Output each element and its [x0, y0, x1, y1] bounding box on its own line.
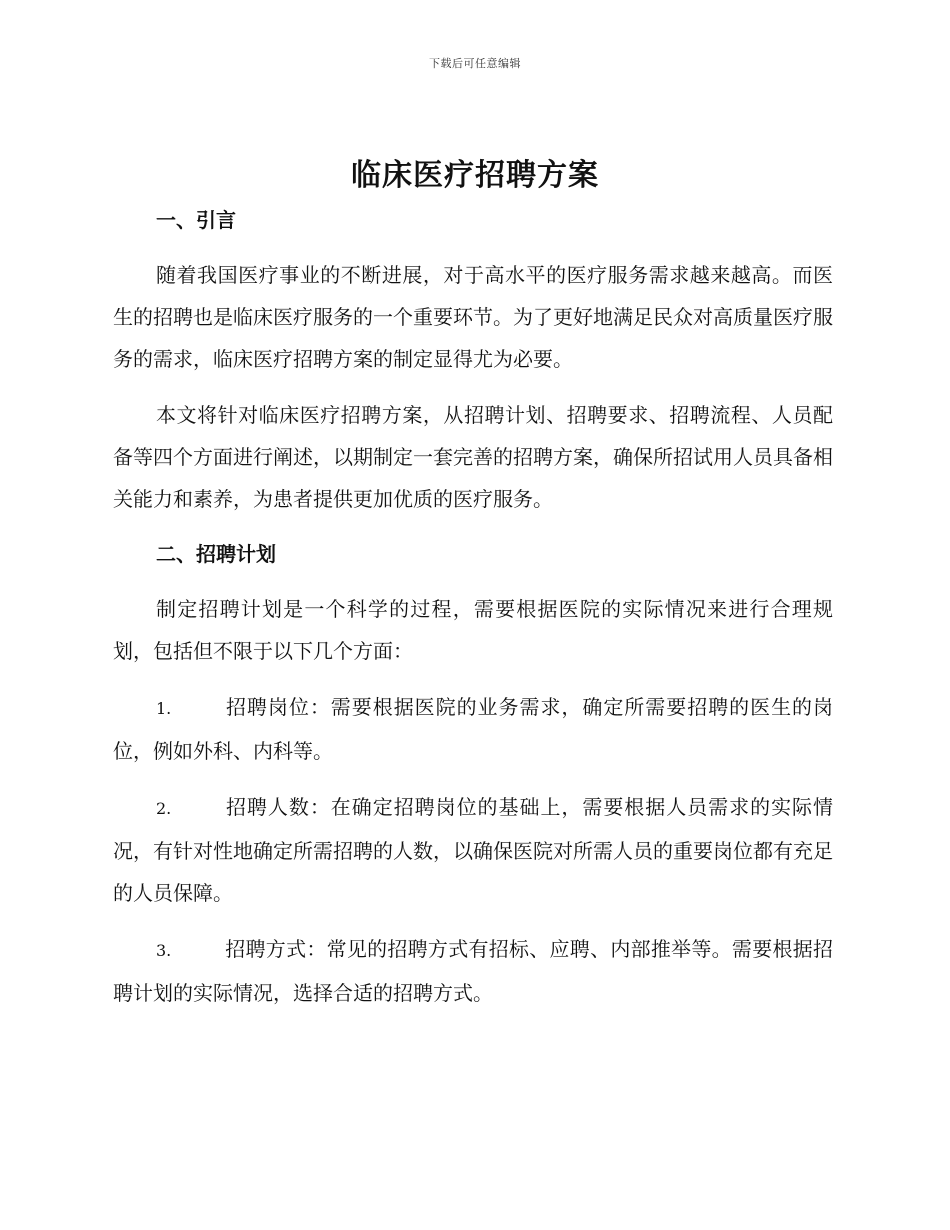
paragraph-plan-1: 制定招聘计划是一个科学的过程，需要根据医院的实际情况来进行合理规划，包括但不限于以下几个方面：	[113, 597, 833, 663]
paragraph-intro-2: 本文将针对临床医疗招聘方案，从招聘计划、招聘要求、招聘流程、人员配备等四个方面进行阐述，以期制定一套完善的招聘方案，确保所招试用人员具备相关能力和素养，为患者提供更加优质的医疗服务。	[113, 403, 833, 511]
list-item-text: 招聘岗位：需要根据医院的业务需求，确定所需要招聘的医生的岗位，例如外科、内科等。	[113, 695, 833, 763]
section-heading-intro: 一、引言	[156, 208, 236, 232]
section-heading-plan: 二、招聘计划	[156, 542, 276, 566]
list-item	[113, 928, 833, 1014]
list-item-text: 招聘方式：常见的招聘方式有招标、应聘、内部推举等。需要根据招聘计划的实际情况，选择合适的招聘方式。	[113, 937, 833, 1005]
paragraph-intro-1: 随着我国医疗事业的不断进展，对于高水平的医疗服务需求越来越高。而医生的招聘也是临床医疗服务的一个重要环节。为了更好地满足民众对高质量医疗服务的需求，临床医疗招聘方案的制定显得尤为必要。	[113, 263, 833, 371]
list-item-number: 1.	[156, 699, 172, 718]
list-item	[113, 686, 833, 772]
document-body	[113, 200, 833, 1014]
header-note: 下载后可任意编辑	[429, 57, 521, 70]
page-title: 临床医疗招聘方案	[351, 158, 599, 193]
list-item	[113, 786, 833, 914]
list-item-number: 2.	[156, 799, 172, 818]
list-item-text: 招聘人数：在确定招聘岗位的基础上，需要根据人员需求的实际情况，有针对性地确定所需招聘的人数，以确保医院对所需人员的重要岗位都有充足的人员保障。	[113, 795, 833, 905]
list-item-number: 3.	[156, 941, 172, 960]
